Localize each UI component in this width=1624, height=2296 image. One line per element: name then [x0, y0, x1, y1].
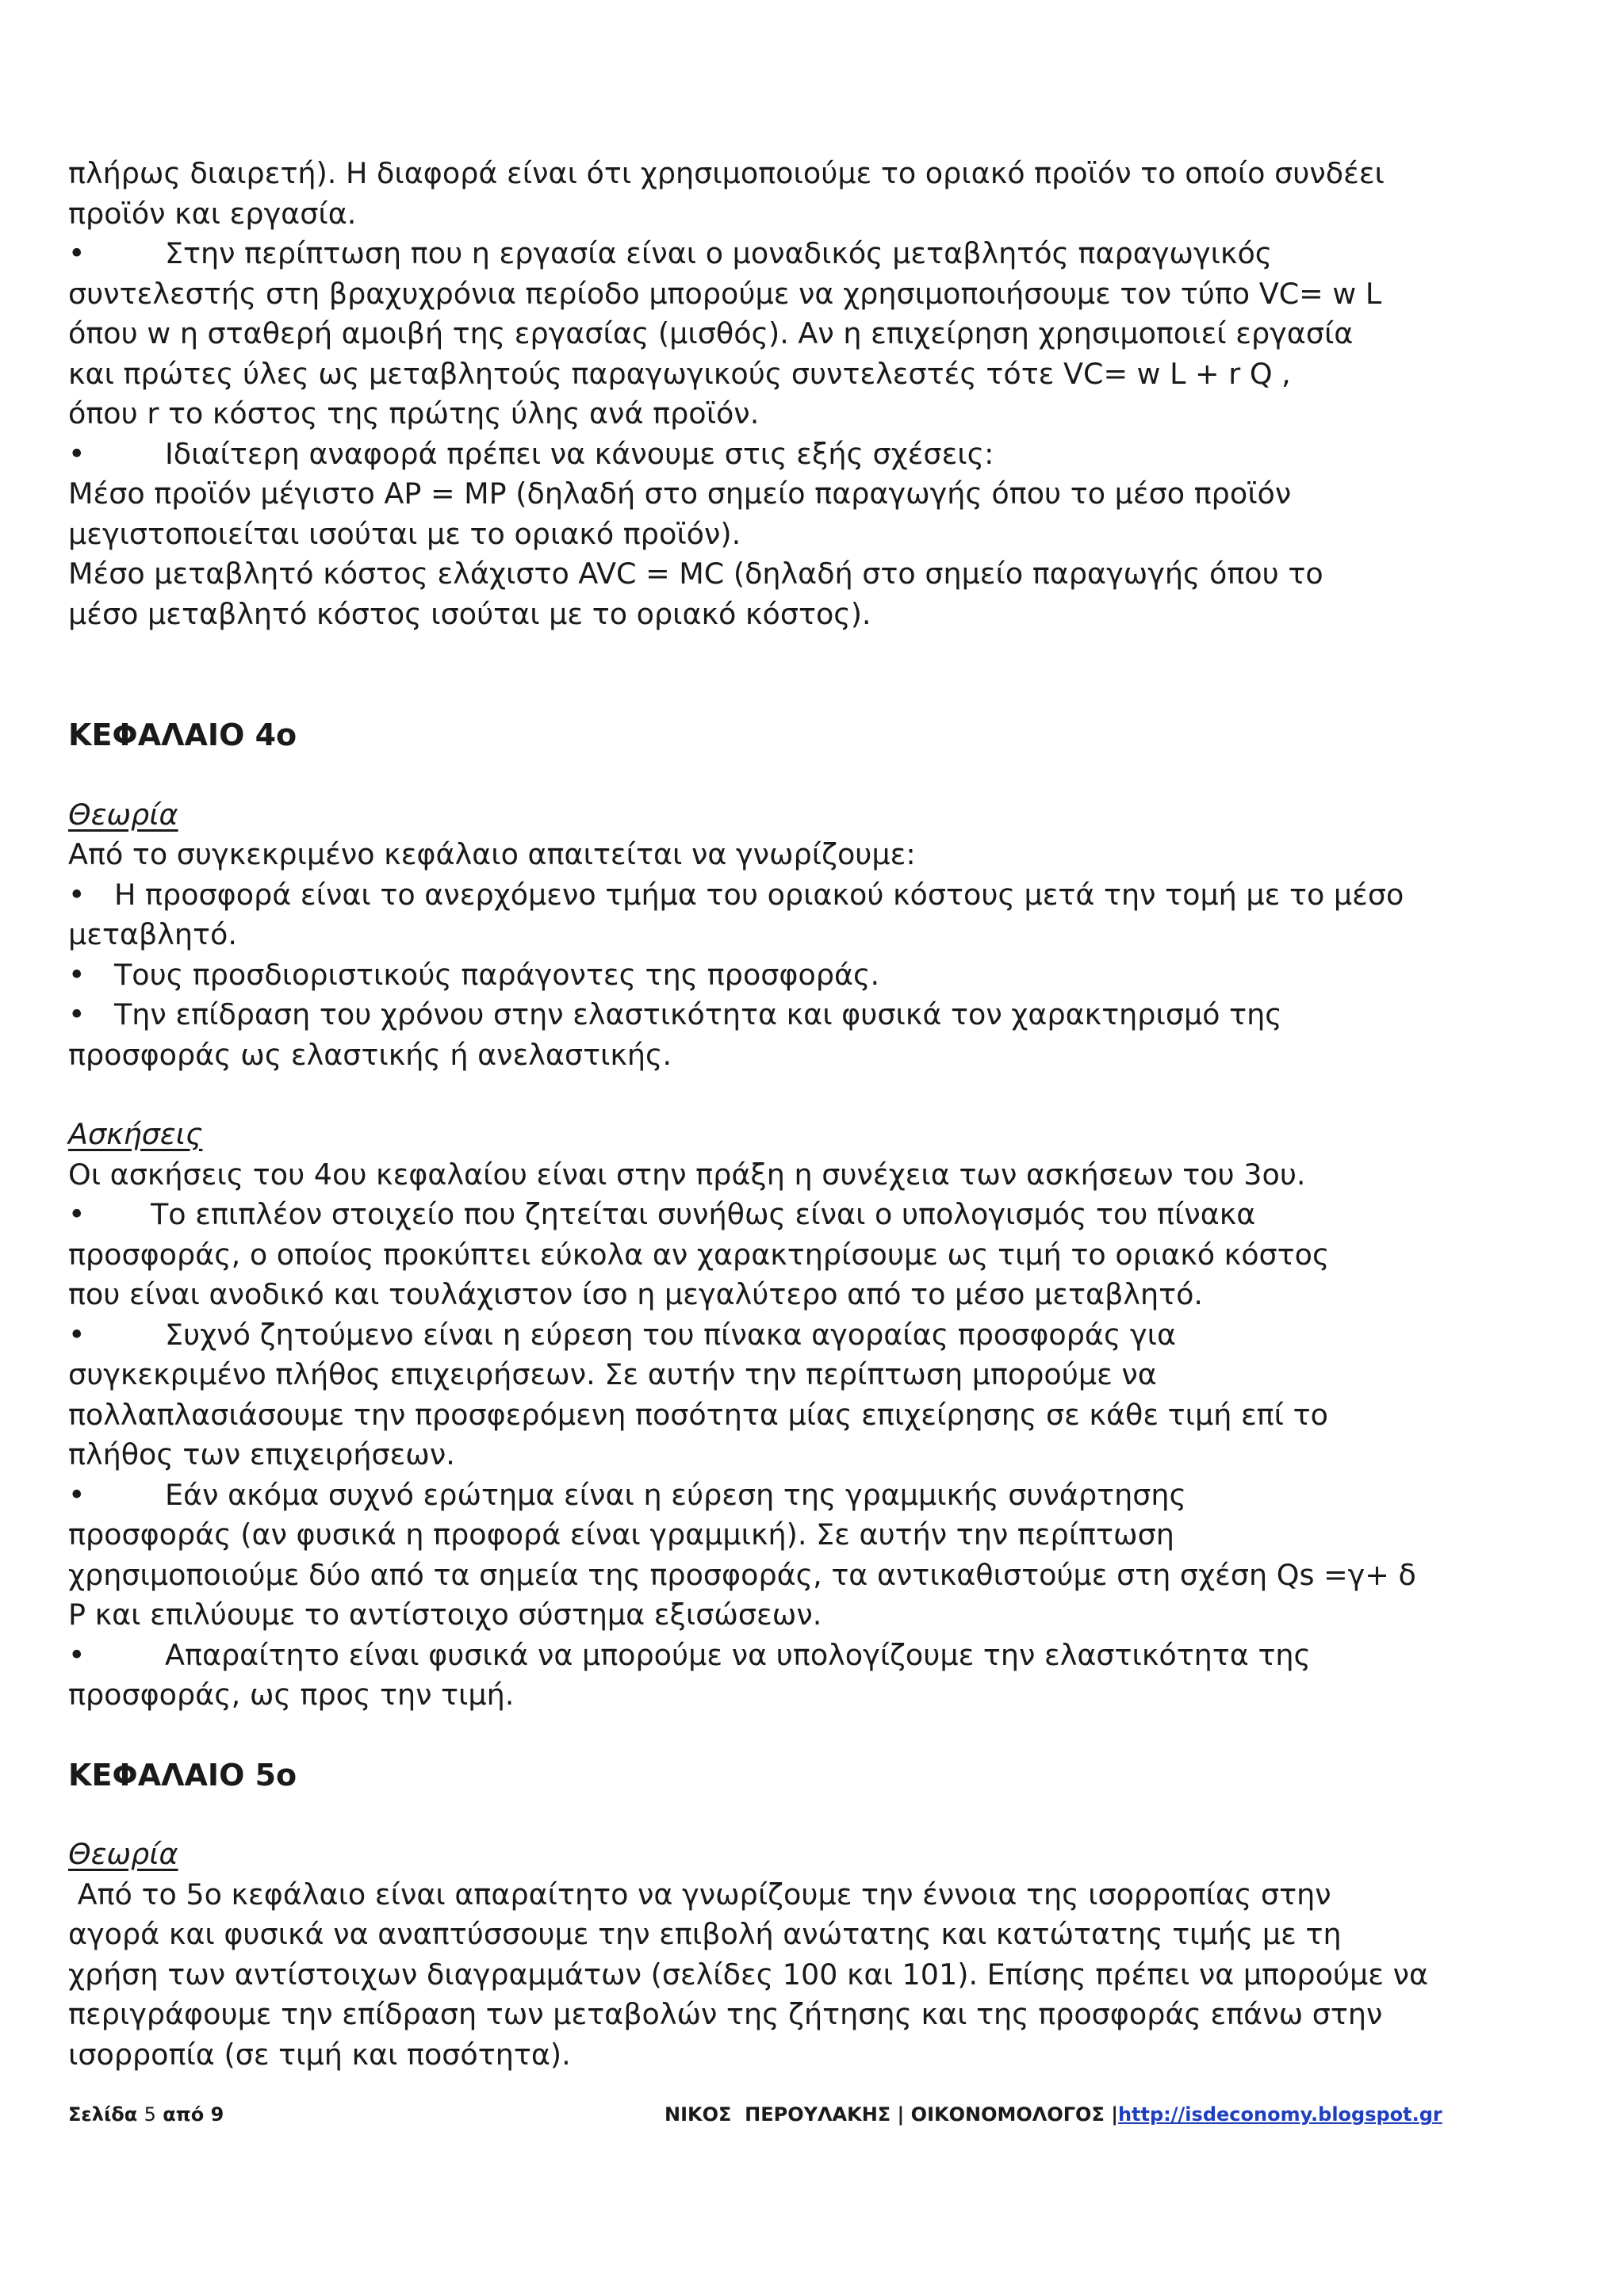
bullet-text: Την επίδραση του χρόνου στην ελαστικότητα και φυσικά τον χαρακτηρισμό της	[114, 997, 1282, 1031]
paragraph-line: προϊόν και εργασία.	[68, 196, 357, 231]
document-body	[68, 154, 1559, 2075]
paragraph-line: χρήση των αντίστοιχων διαγραμμάτων (σελίδες 100 και 101). Επίσης πρέπει να μπορούμε να	[68, 1957, 1429, 1992]
paragraph-line: χρησιμοποιούμε δύο από τα σημεία της προσφοράς, τα αντικαθιστούμε στη σχέση Qs =γ+ δ	[68, 1557, 1416, 1592]
page-number	[68, 2103, 224, 2126]
paragraph-line: P και επιλύουμε το αντίστοιχο σύστημα εξισώσεων.	[68, 1598, 822, 1632]
bullet-icon: •	[68, 1477, 86, 1512]
bullet-text: Ιδιαίτερη αναφορά πρέπει να κάνουμε στις εξής σχέσεις:	[165, 436, 994, 471]
bullet-item	[68, 1636, 1559, 1676]
paragraph-line: μεταβλητό.	[68, 917, 237, 951]
bullet-icon: •	[68, 236, 86, 270]
paragraph-line: όπου r το κόστος της πρώτης ύλης ανά προϊόν.	[68, 396, 760, 430]
page-num: 5	[144, 2103, 156, 2126]
page-total: από 9	[155, 2103, 224, 2126]
paragraph-line: προσφοράς ως ελαστικής ή ανελαστικής.	[68, 1037, 672, 1072]
bullet-text: Το επιπλέον στοιχείο που ζητείται συνήθως είναι ο υπολογισμός του πίνακα	[151, 1197, 1256, 1231]
footer-author	[665, 2103, 1442, 2126]
paragraph-line: πλήρως διαιρετή). Η διαφορά είναι ότι χρησιμοποιούμε το οριακό προϊόν το οποίο συνδέει	[68, 156, 1385, 190]
chapter-5-heading: ΚΕΦΑΛΑΙΟ 5ο	[68, 1757, 297, 1793]
bullet-text: Στην περίπτωση που η εργασία είναι ο μοναδικός μεταβλητός παραγωγικός	[165, 236, 1273, 270]
exercises-subheading: Ασκήσεις	[68, 1117, 203, 1151]
paragraph-line: Από το συγκεκριμένο κεφάλαιο απαιτείται να γνωρίζουμε:	[68, 837, 916, 871]
bullet-icon: •	[68, 877, 86, 912]
paragraph-line: και πρώτες ύλες ως μεταβλητούς παραγωγικούς συντελεστές τότε VC= w L + r Q ,	[68, 356, 1291, 391]
bullet-icon: •	[68, 957, 86, 992]
bullet-item	[68, 234, 1559, 274]
chapter-4-heading: ΚΕΦΑΛΑΙΟ 4ο	[68, 718, 297, 752]
bullet-text: Η προσφορά είναι το ανερχόμενο τμήμα του οριακού κόστους μετά την τομή με το μέσο	[114, 877, 1404, 912]
theory-subheading: Θεωρία	[68, 797, 178, 832]
bullet-text: Συχνό ζητούμενο είναι η εύρεση του πίνακα αγοραίας προσφοράς για	[165, 1317, 1177, 1352]
paragraph-line: συγκεκριμένο πλήθος επιχειρήσεων. Σε αυτήν την περίπτωση μπορούμε να	[68, 1357, 1157, 1391]
bullet-icon: •	[68, 1317, 86, 1352]
bullet-item	[68, 1475, 1559, 1516]
bullet-icon: •	[68, 1197, 86, 1231]
paragraph-line: προσφοράς, ο οποίος προκύπτει εύκολα αν χαρακτηρίσουμε ως τιμή το οριακό κόστος	[68, 1237, 1330, 1272]
paragraph-line: Από το 5ο κεφάλαιο είναι απαραίτητο να γνωρίζουμε την έννοια της ισορροπίας στην	[68, 1877, 1331, 1911]
bullet-text: Τους προσδιοριστικούς παράγοντες της προσφοράς.	[114, 957, 880, 992]
bullet-text: Εάν ακόμα συχνό ερώτημα είναι η εύρεση της γραμμικής συνάρτησης	[165, 1477, 1186, 1512]
paragraph-line: πλήθος των επιχειρήσεων.	[68, 1437, 455, 1471]
bullet-item	[68, 995, 1559, 1035]
paragraph-line: που είναι ανοδικό και τουλάχιστον ίσο η μεγαλύτερο από το μέσο μεταβλητό.	[68, 1277, 1204, 1311]
bullet-item	[68, 434, 1559, 475]
author-text: ΝΙΚΟΣ ΠΕΡΟΥΛΑΚΗΣ | ΟΙΚΟΝΟΜΟΛΟΓΟΣ |	[665, 2103, 1118, 2126]
bullet-item	[68, 875, 1559, 916]
paragraph-line: Μέσο προϊόν μέγιστο AP = MP (δηλαδή στο σημείο παραγωγής όπου το μέσο προϊόν	[68, 476, 1292, 511]
bullet-icon: •	[68, 997, 86, 1031]
paragraph-line: προσφοράς (αν φυσικά η προφορά είναι γραμμική). Σε αυτήν την περίπτωση	[68, 1517, 1174, 1552]
paragraph-line: μεγιστοποιείται ισούται με το οριακό προϊόν).	[68, 516, 741, 551]
paragraph-line: Οι ασκήσεις του 4ου κεφαλαίου είναι στην πράξη η συνέχεια των ασκήσεων του 3ου.	[68, 1157, 1306, 1192]
paragraph-line: μέσο μεταβλητό κόστος ισούται με το οριακό κόστος).	[68, 596, 871, 631]
bullet-icon: •	[68, 436, 86, 471]
bullet-item	[68, 955, 1559, 996]
bullet-text: Απαραίτητο είναι φυσικά να μπορούμε να υπολογίζουμε την ελαστικότητα της	[165, 1637, 1311, 1672]
theory-subheading: Θεωρία	[68, 1837, 178, 1871]
paragraph-line: ισορροπία (σε τιμή και ποσότητα).	[68, 2037, 571, 2072]
paragraph-line: Μέσο μεταβλητό κόστος ελάχιστο AVC = MC (δηλαδή στο σημείο παραγωγής όπου το	[68, 557, 1323, 591]
paragraph-line: προσφοράς, ως προς την τιμή.	[68, 1678, 515, 1712]
bullet-item	[68, 1195, 1559, 1235]
bullet-item	[68, 1315, 1559, 1356]
paragraph-line: αγορά και φυσικά να αναπτύσσουμε την επιβολή ανώτατης και κατώτατης τιμής με τη	[68, 1917, 1342, 1951]
bullet-icon: •	[68, 1637, 86, 1672]
paragraph-line: συντελεστής στη βραχυχρόνια περίοδο μπορούμε να χρησιμοποιήσουμε τον τύπο VC= w L	[68, 276, 1382, 311]
blog-link[interactable]: http://isdeconomy.blogspot.gr	[1117, 2103, 1442, 2126]
page-prefix: Σελίδα	[68, 2103, 144, 2126]
paragraph-line: όπου w η σταθερή αμοιβή της εργασίας (μισθός). Αν η επιχείρηση χρησιμοποιεί εργασία	[68, 316, 1354, 350]
paragraph-line: πολλαπλασιάσουμε την προσφερόμενη ποσότητα μίας επιχείρησης σε κάθε τιμή επί το	[68, 1397, 1328, 1432]
paragraph-line: περιγράφουμε την επίδραση των μεταβολών της ζήτησης και της προσφοράς επάνω στην	[68, 1997, 1383, 2031]
